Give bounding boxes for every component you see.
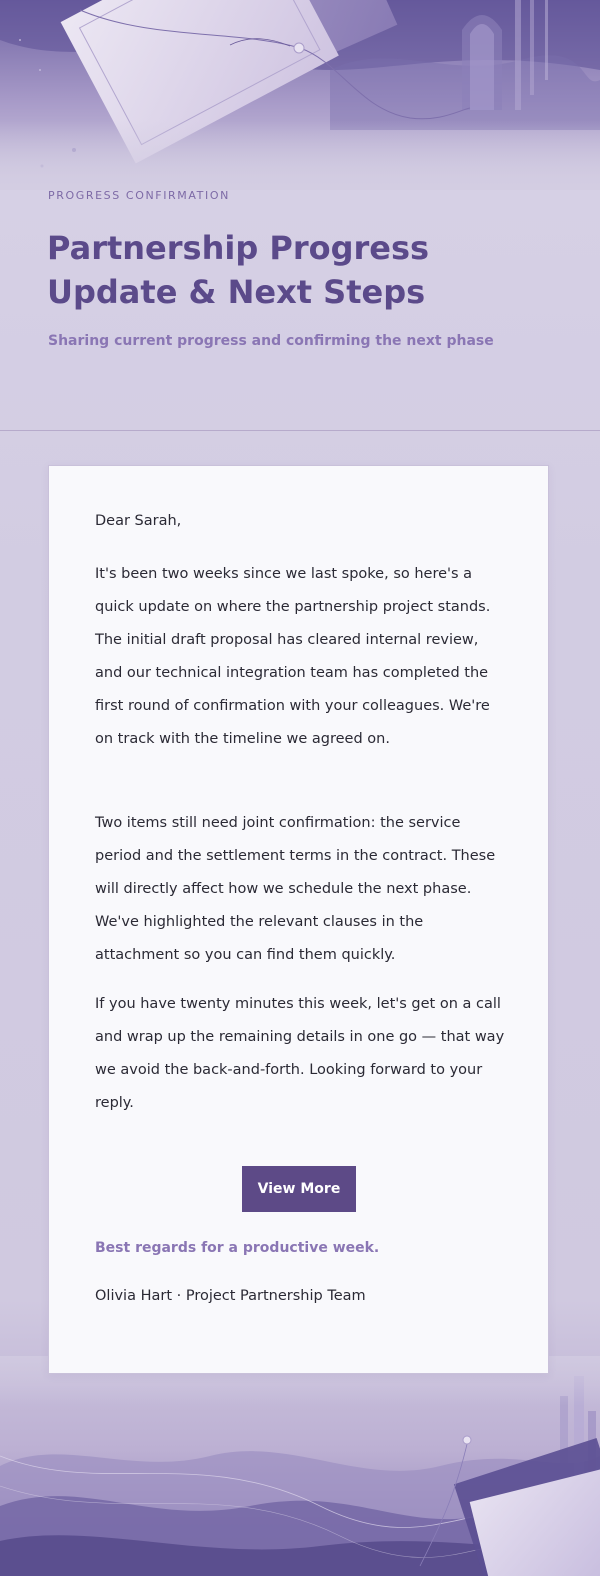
letter-paragraph-3: If you have twenty minutes this week, let's get on a call and wrap up the remaining details in one go — that way we avoid the back-and-forth. Looking forward to your reply. [95,996,505,1111]
page-subtitle: Sharing current progress and confirming the next phase [48,333,494,349]
header-divider [0,430,600,431]
eyebrow-label: PROGRESS CONFIRMATION [48,189,230,202]
closing-regards: Best regards for a productive week. [95,1240,380,1256]
view-more-button[interactable]: View More [242,1166,356,1212]
footer-illustration [0,1356,600,1576]
letter-paragraph-1: It's been two weeks since we last spoke, so here's a quick update on where the partnership project stands. The initial draft proposal has cleared internal review, and our technical integration team has completed the first round of confirmation with your colleagues. We're on track with the timeline we agreed on. [95,566,491,747]
page-title: Partnership Progress Update & Next Steps [47,229,430,311]
header-illustration [0,0,600,190]
letter-paragraph-2: Two items still need joint confirmation: the service period and the settlement terms in the contract. These will directly affect how we schedule the next phase. We've highlighted the relevant clauses in the attachment so you can find them quickly. [95,815,496,963]
letter-greeting: Dear Sarah, [95,513,182,529]
letter-card [48,465,549,1374]
sender-signature: Olivia Hart · Project Partnership Team [95,1288,366,1304]
